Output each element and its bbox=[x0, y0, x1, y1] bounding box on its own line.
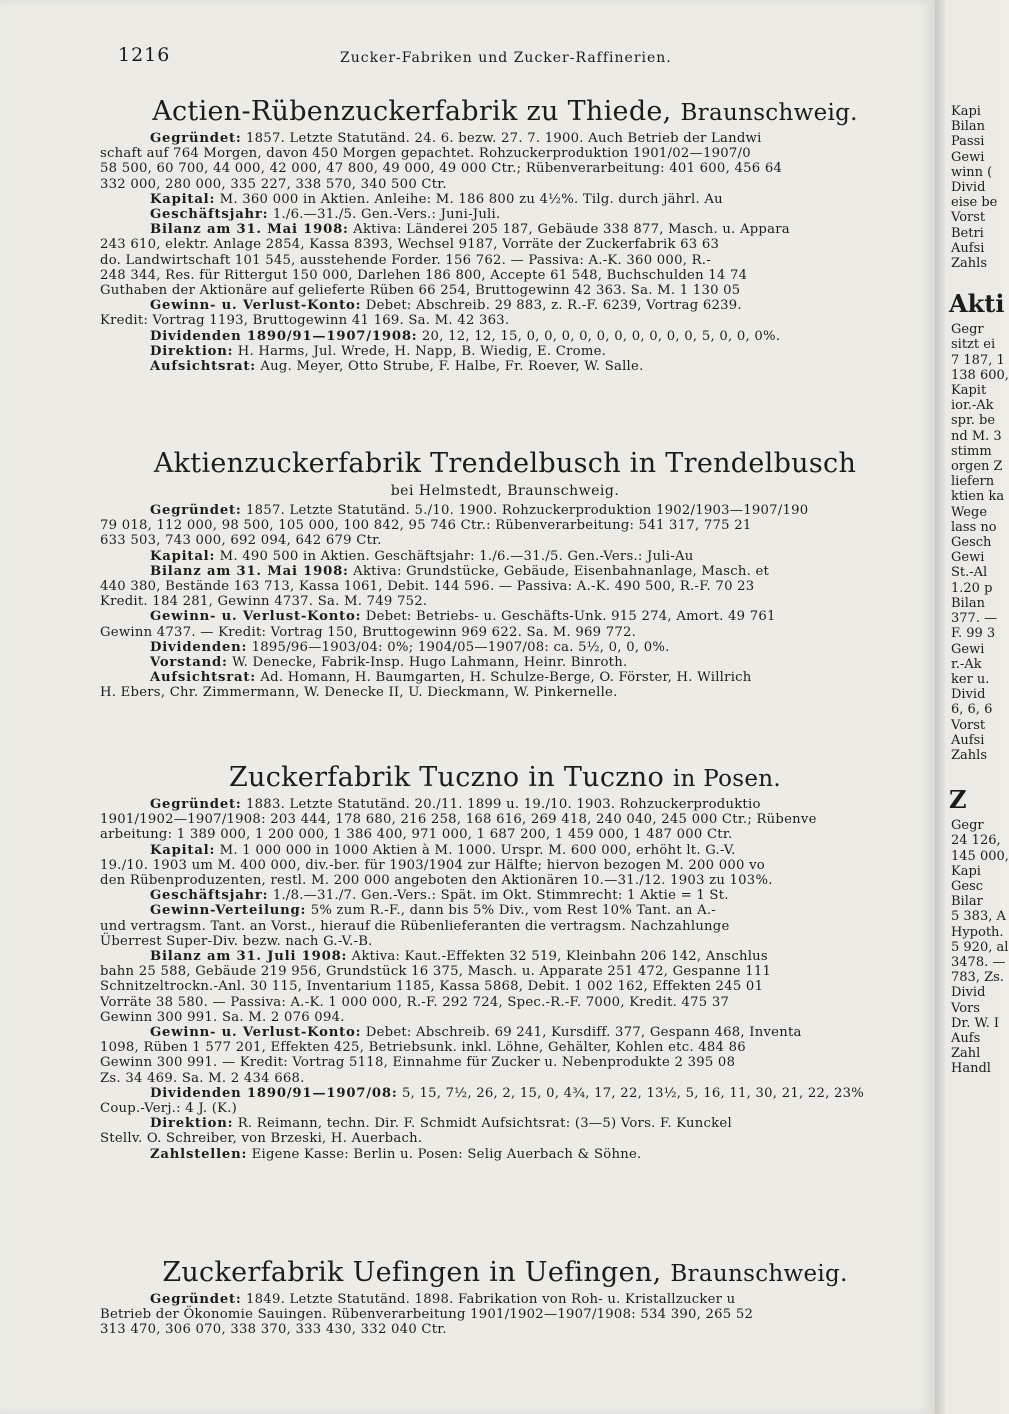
facing-page-fragment: Bilar bbox=[951, 894, 983, 910]
entry-line bbox=[100, 1116, 910, 1131]
entry-title bbox=[100, 1257, 910, 1288]
field-text: 440 380, Bestände 163 713, Kassa 1061, Debit. 144 596. — Passiva: A.-K. 490 500, R.-F. 70 23 bbox=[100, 579, 755, 595]
entry-line bbox=[100, 177, 910, 192]
entry-uefingen bbox=[100, 1257, 910, 1338]
field-text: 243 610, elektr. Anlage 2854, Kassa 8393, Wechsel 9187, Vorräte der Zuckerfabrik 63 63 bbox=[100, 237, 720, 253]
field-label: Gegründet: bbox=[150, 503, 242, 518]
entry-line bbox=[100, 313, 910, 328]
field-text: bahn 25 588, Gebäude 219 956, Grundstück 16 375, Masch. u. Apparate 251 472, Gespanne 111 bbox=[100, 964, 772, 980]
facing-page-fragment: ktien ka bbox=[951, 489, 1005, 505]
entry-line bbox=[100, 579, 910, 594]
field-label: Vorstand: bbox=[150, 655, 228, 671]
entry-line bbox=[100, 858, 910, 873]
entry-line bbox=[100, 298, 910, 313]
page-number: 1216 bbox=[118, 44, 171, 66]
entry-line bbox=[100, 564, 910, 579]
field-text: Coup.-Verj.: 4 J. (K.) bbox=[100, 1101, 238, 1117]
entry-title: Aktienzuckerfabrik Trendelbusch in Trendelbusch bbox=[153, 448, 857, 479]
facing-page-fragment: 783, Zs. bbox=[951, 970, 1004, 986]
entry-line bbox=[100, 1322, 910, 1337]
company-name: Zuckerfabrik Tuczno in Tuczno bbox=[228, 762, 665, 793]
entry-thiede bbox=[100, 96, 910, 374]
entry-line bbox=[100, 873, 910, 888]
entry-body bbox=[100, 131, 910, 374]
company-place: Braunschweig. bbox=[670, 1261, 848, 1287]
facing-page-fragment: Zahls bbox=[951, 747, 987, 763]
entry-line bbox=[100, 903, 910, 918]
entry-line bbox=[100, 594, 910, 609]
facing-page-fragment: winn ( bbox=[951, 164, 993, 180]
field-text: Debet: Abschreib. 69 241, Kursdiff. 377, Gespann 468, Inventa bbox=[365, 1025, 802, 1041]
facing-page-fragment: Hypoth. bbox=[951, 924, 1004, 940]
facing-page-fragment: Passi bbox=[951, 134, 985, 150]
entry-line bbox=[100, 253, 910, 268]
entry-line bbox=[100, 1292, 910, 1307]
facing-page-fragment: 24 126, bbox=[951, 833, 1001, 849]
entry-line bbox=[100, 964, 910, 979]
field-label: Dividenden 1890/91—1907/1908: bbox=[150, 328, 418, 344]
facing-page-fragment: 145 000, bbox=[951, 848, 1009, 864]
field-text: Aug. Meyer, Otto Strube, F. Halbe, Fr. Roever, W. Salle. bbox=[260, 359, 644, 375]
facing-page-fragment: 138 600, bbox=[951, 367, 1009, 383]
field-label: Kapital: bbox=[150, 548, 216, 564]
entry-line bbox=[100, 131, 910, 146]
field-label: Gewinn- u. Verlust-Konto: bbox=[150, 298, 362, 314]
facing-page-fragment: Vorst bbox=[951, 717, 986, 733]
field-label: Gewinn- u. Verlust-Konto: bbox=[150, 1025, 362, 1041]
facing-page-fragment: 377. — bbox=[951, 611, 998, 627]
field-label: Gewinn-Verteilung: bbox=[150, 903, 307, 919]
field-text: 1857. Letzte Statutänd. 5./10. 1900. Rohzuckerproduktion 1902/1903—1907/190 bbox=[246, 503, 809, 518]
entry-line bbox=[100, 1131, 910, 1146]
facing-page-fragment: Vors bbox=[951, 1000, 980, 1016]
facing-page-fragment: Kapi bbox=[951, 863, 981, 879]
entry-line bbox=[100, 268, 910, 283]
entry-line bbox=[100, 1040, 910, 1055]
facing-page-fragment: Gegr bbox=[951, 322, 984, 338]
field-text: Gewinn 300 991. Sa. M. 2 076 094. bbox=[100, 1009, 345, 1025]
entry-line bbox=[100, 503, 910, 518]
field-text: Guthaben der Aktionäre auf gelieferte Rüben 66 254, Bruttogewinn 42 363. Sa. M. 1 130 05 bbox=[100, 283, 741, 299]
facing-page-fragment: St.-Al bbox=[951, 565, 988, 581]
entry-line bbox=[100, 207, 910, 222]
field-text: Stellv. O. Schreiber, von Brzeski, H. Auerbach. bbox=[100, 1131, 423, 1147]
entry-subtitle: bei Helmstedt, Braunschweig. bbox=[390, 483, 620, 499]
facing-page-fragment: Divid bbox=[951, 687, 986, 703]
entry-line bbox=[100, 549, 910, 564]
facing-page-fragment: liefern bbox=[951, 474, 995, 490]
field-text: 1849. Letzte Statutänd. 1898. Fabrikation von Roh- u. Kristallzucker u bbox=[246, 1292, 736, 1307]
entry-line bbox=[100, 1086, 910, 1101]
facing-page-fragment: sitzt ei bbox=[951, 337, 996, 353]
facing-page-fragment: stimm bbox=[951, 443, 992, 459]
entry-line bbox=[100, 812, 910, 827]
field-text: M. 360 000 in Aktien. Anleihe: M. 186 800 zu 4½%. Tilg. durch jährl. Au bbox=[219, 191, 723, 207]
entry-line bbox=[100, 283, 910, 298]
field-text: Zs. 34 469. Sa. M. 2 434 668. bbox=[100, 1070, 305, 1086]
facing-page-fragment: Gewi bbox=[951, 641, 985, 657]
entry-line bbox=[100, 518, 910, 533]
field-label: Bilanz am 31. Mai 1908: bbox=[150, 563, 349, 579]
field-text: M. 490 500 in Aktien. Geschäftsjahr: 1./6.—31./5. Gen.-Vers.: Juli-Au bbox=[219, 548, 694, 564]
facing-page-fragment: ker u. bbox=[951, 671, 990, 687]
field-label: Direktion: bbox=[150, 343, 234, 359]
field-label: Gegründet: bbox=[150, 131, 242, 146]
facing-page-fragment: eise be bbox=[951, 195, 998, 211]
field-text: 1./6.—31./5. Gen.-Vers.: Juni-Juli. bbox=[272, 207, 501, 223]
facing-page-fragment: Gegr bbox=[951, 818, 984, 834]
entry-line bbox=[100, 146, 910, 161]
field-text: 20, 12, 12, 15, 0, 0, 0, 0, 0, 0, 0, 0, 0, 0, 5, 0, 0, 0%. bbox=[421, 328, 781, 344]
field-text: und vertragsm. Tant. an Vorst., hierauf die Rübenlieferanten die vertragsm. Nachzahlunge bbox=[100, 918, 730, 934]
field-text: W. Denecke, Fabrik-Insp. Hugo Lahmann, Heinr. Binroth. bbox=[232, 655, 628, 671]
field-text: Gewinn 4737. — Kredit: Vortrag 150, Bruttogewinn 969 622. Sa. M. 969 772. bbox=[100, 624, 637, 640]
entry-line bbox=[100, 237, 910, 252]
entry-line bbox=[100, 625, 910, 640]
facing-page-fragment: Zahls bbox=[951, 256, 987, 272]
entry-line bbox=[100, 640, 910, 655]
entry-line bbox=[100, 995, 910, 1010]
facing-page-fragment: Gesc bbox=[951, 878, 984, 894]
field-label: Geschäftsjahr: bbox=[150, 888, 269, 904]
field-label: Gegründet: bbox=[150, 797, 242, 812]
field-label: Kapital: bbox=[150, 191, 216, 207]
field-label: Bilanz am 31. Juli 1908: bbox=[150, 949, 348, 965]
field-label: Gewinn- u. Verlust-Konto: bbox=[150, 609, 362, 625]
entry-line bbox=[100, 919, 910, 934]
field-label: Gegründet: bbox=[150, 1292, 242, 1307]
entry-line bbox=[100, 1101, 910, 1116]
entry-line bbox=[100, 192, 910, 207]
facing-page-fragment: 3478. — bbox=[951, 954, 1006, 970]
field-text: 1857. Letzte Statutänd. 24. 6. bezw. 27. 7. 1900. Auch Betrieb der Landwi bbox=[246, 131, 762, 146]
facing-page-text bbox=[945, 0, 1009, 1077]
entry-line bbox=[100, 161, 910, 176]
company-place: in Posen. bbox=[672, 766, 782, 792]
facing-page-fragment: Z bbox=[949, 785, 967, 815]
entry-line bbox=[100, 1307, 910, 1322]
entry-line bbox=[100, 843, 910, 858]
facing-page-edge bbox=[945, 0, 1009, 1414]
field-label: Zahlstellen: bbox=[150, 1146, 248, 1162]
field-text: Kredit: Vortrag 1193, Bruttogewinn 41 169. Sa. M. 42 363. bbox=[100, 313, 510, 329]
entry-line bbox=[100, 1147, 910, 1162]
running-title: Zucker-Fabriken und Zucker-Raffinerien. bbox=[340, 50, 672, 66]
facing-page-fragment: Aufs bbox=[951, 1030, 981, 1046]
field-text: 5, 15, 7½, 26, 2, 15, 0, 4¾, 17, 22, 13½, 5, 16, 11, 30, 21, 22, 23% bbox=[401, 1085, 865, 1101]
field-text: 19./10. 1903 um M. 400 000, div.-ber. für 1903/1904 zur Hälfte; hiervon bezogen M. 200 000 vo bbox=[100, 857, 765, 873]
facing-page-fragment: Vorst bbox=[951, 210, 986, 226]
entry-line bbox=[100, 1010, 910, 1025]
facing-page-fragment: Betri bbox=[951, 225, 984, 241]
facing-page-fragment: Akti bbox=[949, 289, 1005, 319]
entry-line bbox=[100, 222, 910, 237]
field-label: Aufsichtsrat: bbox=[150, 359, 256, 375]
field-text: Kredit. 184 281, Gewinn 4737. Sa. M. 749 752. bbox=[100, 594, 428, 610]
facing-page-fragment: Handl bbox=[951, 1061, 991, 1077]
field-text: H. Harms, Jul. Wrede, H. Napp, B. Wiedig, E. Crome. bbox=[237, 343, 607, 359]
facing-page-fragment: 1.20 p bbox=[951, 580, 993, 596]
field-text: 1901/1902—1907/1908: 203 444, 178 680, 216 258, 168 616, 269 418, 240 040, 245 000 Ctr.; Rübenve bbox=[100, 812, 817, 828]
field-text: 1883. Letzte Statutänd. 20./11. 1899 u. 19./10. 1903. Rohzuckerproduktio bbox=[246, 797, 761, 812]
field-text: R. Reimann, techn. Dir. F. Schmidt Aufsichtsrat: (3—5) Vors. F. Kunckel bbox=[237, 1116, 732, 1132]
facing-page-fragment: Gewi bbox=[951, 149, 985, 165]
field-text: M. 1 000 000 in 1000 Aktien à M. 1000. Urspr. M. 600 000, erhöht lt. G.-V. bbox=[219, 842, 736, 858]
facing-page-fragment: F. 99 3 bbox=[951, 626, 996, 642]
facing-page-fragment: Divid bbox=[951, 985, 986, 1001]
facing-page-fragment: Bilan bbox=[951, 119, 985, 135]
field-text: 332 000, 280 000, 335 227, 338 570, 340 500 Ctr. bbox=[100, 176, 447, 192]
field-text: 58 500, 60 700, 44 000, 42 000, 47 800, 49 000, 49 000 Ctr.; Rübenverarbeitung: 401 600, 456 64 bbox=[100, 161, 783, 177]
entry-line bbox=[100, 685, 910, 700]
facing-page-fragment: Kapi bbox=[951, 104, 981, 119]
entry-line bbox=[100, 329, 910, 344]
field-text: 633 503, 743 000, 692 094, 642 679 Ctr. bbox=[100, 533, 382, 549]
entry-line bbox=[100, 533, 910, 548]
field-text: Ad. Homann, H. Baumgarten, H. Schulze-Berge, O. Förster, H. Willrich bbox=[260, 670, 752, 686]
facing-page-fragment: Dr. W. I bbox=[951, 1015, 999, 1031]
field-text: Aktiva: Grundstücke, Gebäude, Eisenbahnanlage, Masch. et bbox=[353, 563, 770, 579]
field-text: 79 018, 112 000, 98 500, 105 000, 100 842, 95 746 Ctr.: Rübenverarbeitung: 541 317, 775 21 bbox=[100, 518, 752, 534]
field-text: Eigene Kasse: Berlin u. Posen: Selig Auerbach & Söhne. bbox=[251, 1146, 642, 1162]
entry-body bbox=[100, 797, 910, 1162]
entry-line bbox=[100, 1025, 910, 1040]
facing-page-fragment: r.-Ak bbox=[951, 656, 982, 672]
field-label: Dividenden 1890/91—1907/08: bbox=[150, 1085, 398, 1101]
facing-page-fragment: spr. be bbox=[951, 413, 996, 429]
field-text: Schnitzeltrockn.-Anl. 30 115, Inventarium 1185, Kassa 5868, Debit. 1 002 162, Effekten 245 01 bbox=[100, 979, 764, 995]
entry-line bbox=[100, 1055, 910, 1070]
field-text: Betrieb der Ökonomie Sauingen. Rübenverarbeitung 1901/1902—1907/1908: 534 390, 265 52 bbox=[100, 1307, 754, 1323]
facing-page-fragment: Bilan bbox=[951, 595, 985, 611]
entry-tuczno bbox=[100, 762, 910, 1162]
facing-page-fragment: 5 920, al bbox=[951, 939, 1009, 955]
field-label: Dividenden: bbox=[150, 639, 248, 655]
facing-page-fragment: Gesch bbox=[951, 535, 992, 551]
facing-page-fragment: nd M. 3 bbox=[951, 428, 1002, 444]
field-text: den Rübenproduzenten, restl. M. 200 000 angeboten den Aktionären 10.—31./12. 1903 zu 103%. bbox=[100, 873, 773, 889]
field-text: 5% zum R.-F., dann bis 5% Div., vom Rest 10% Tant. an A.- bbox=[310, 903, 717, 919]
entry-line bbox=[100, 670, 910, 685]
entry-line bbox=[100, 609, 910, 624]
field-label: Bilanz am 31. Mai 1908: bbox=[150, 222, 349, 238]
facing-page-fragment: Zahl bbox=[951, 1046, 981, 1062]
entry-body bbox=[100, 1292, 910, 1338]
entry-line bbox=[100, 827, 910, 842]
entry-title bbox=[100, 762, 910, 793]
field-text: 248 344, Res. für Rittergut 150 000, Darlehen 186 800, Accepte 61 548, Buchschulden 14 74 bbox=[100, 267, 748, 283]
company-name: Actien-Rübenzuckerfabrik zu Thiede, bbox=[152, 96, 672, 127]
entry-line bbox=[100, 359, 910, 374]
facing-page-fragment: orgen Z bbox=[951, 459, 1003, 475]
entry-line bbox=[100, 344, 910, 359]
field-text: do. Landwirtschaft 101 545, ausstehende Forder. 156 762. — Passiva: A.-K. 360 000, R.- bbox=[100, 252, 711, 268]
entry-body bbox=[100, 503, 910, 701]
field-text: 1895/96—1903/04: 0%; 1904/05—1907/08: ca. 5½, 0, 0, 0%. bbox=[251, 639, 670, 655]
facing-page-fragment: Kapit bbox=[951, 383, 987, 399]
entry-line bbox=[100, 655, 910, 670]
entry-line bbox=[100, 797, 910, 812]
field-text: Aktiva: Kaut.-Effekten 32 519, Kleinbahn 206 142, Anschlus bbox=[351, 949, 768, 965]
field-text: 1./8.—31./7. Gen.-Vers.: Spät. im Okt. Stimmrecht: 1 Aktie = 1 St. bbox=[272, 888, 729, 904]
entry-line bbox=[100, 949, 910, 964]
field-text: Debet: Betriebs- u. Geschäfts-Unk. 915 274, Amort. 49 761 bbox=[365, 609, 776, 625]
field-text: schaft auf 764 Morgen, davon 450 Morgen gepachtet. Rohzuckerproduktion 1901/02—1907/0 bbox=[100, 146, 751, 162]
field-text: arbeitung: 1 389 000, 1 200 000, 1 386 400, 971 000, 1 687 200, 1 459 000, 1 487 000 Ctr. bbox=[100, 827, 733, 843]
field-text: Gewinn 300 991. — Kredit: Vortrag 5118, Einnahme für Zucker u. Nebenprodukte 2 395 08 bbox=[100, 1055, 736, 1071]
facing-page-fragment: Wege bbox=[951, 504, 988, 520]
book-gutter bbox=[935, 0, 945, 1414]
field-text: H. Ebers, Chr. Zimmermann, W. Denecke II, U. Dieckmann, W. Pinkernelle. bbox=[100, 685, 618, 701]
field-label: Geschäftsjahr: bbox=[150, 207, 269, 223]
facing-page-fragment: lass no bbox=[951, 519, 997, 535]
field-text: 1098, Rüben 1 577 201, Effekten 425, Betriebsunk. inkl. Löhne, Gehälter, Kohlen etc. 484 86 bbox=[100, 1040, 746, 1056]
company-name: Zuckerfabrik Uefingen in Uefingen, bbox=[162, 1257, 662, 1288]
field-text: Vorräte 38 580. — Passiva: A.-K. 1 000 000, R.-F. 292 724, Spec.-R.-F. 7000, Kredit. 475 37 bbox=[100, 994, 730, 1010]
field-text: Aktiva: Länderei 205 187, Gebäude 338 877, Masch. u. Appara bbox=[353, 222, 790, 238]
field-text: 313 470, 306 070, 338 370, 333 430, 332 040 Ctr. bbox=[100, 1322, 447, 1338]
facing-page-fragment: Gewi bbox=[951, 550, 985, 566]
entry-line bbox=[100, 888, 910, 903]
entry-title bbox=[100, 96, 910, 127]
facing-page-fragment: 5 383, A bbox=[951, 909, 1006, 925]
facing-page-fragment: Aufsi bbox=[951, 732, 985, 748]
facing-page-fragment: 7 187, 1 bbox=[951, 352, 1005, 368]
entry-trendelbusch bbox=[100, 448, 910, 701]
entry-line bbox=[100, 934, 910, 949]
field-text: Überrest Super-Div. bezw. nach G.-V.-B. bbox=[100, 933, 373, 949]
company-place: Braunschweig. bbox=[680, 100, 858, 126]
facing-page-fragment: Aufsi bbox=[951, 240, 985, 256]
facing-page-fragment: 6, 6, 6 bbox=[951, 702, 993, 718]
field-text: Debet: Abschreib. 29 883, z. R.-F. 6239, Vortrag 6239. bbox=[365, 298, 742, 314]
facing-page-fragment: Divid bbox=[951, 180, 986, 196]
field-label: Aufsichtsrat: bbox=[150, 670, 256, 686]
field-label: Kapital: bbox=[150, 842, 216, 858]
entry-line bbox=[100, 979, 910, 994]
facing-page-fragment: ior.-Ak bbox=[951, 398, 994, 414]
entry-line bbox=[100, 1071, 910, 1086]
field-label: Direktion: bbox=[150, 1116, 234, 1132]
